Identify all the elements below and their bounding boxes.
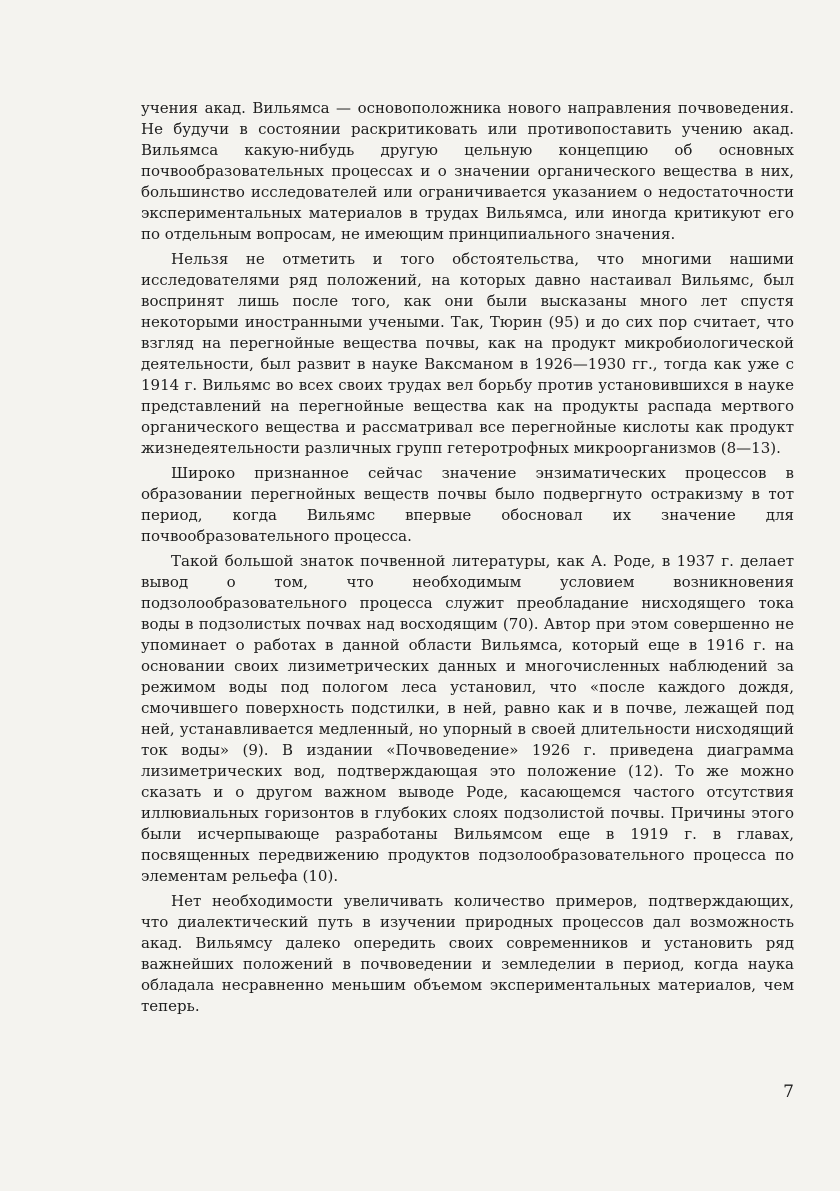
- paragraph-5: Нет необходимости увеличивать количество примеров, подтверждающих, что диалектический путь в изучении природных процессов дал возможность акад. Вильямсу далеко опередить своих современников и установить ряд важнейших положений в почвоведении и земледелии в период, когда наука обладала несравненно меньшим объемом экспериментальных материалов, чем теперь.: [141, 892, 794, 1015]
- paragraph-1: учения акад. Вильямса — основоположника нового направления почвоведения. Не будучи в состоянии раскритиковать или противопоставить учению акад. Вильямса какую-нибудь другую цельную концепцию об основных почвообразовательных процессах и о значении органического вещества в них, большинство исследователей или ограничивается указанием о недостаточности экспериментальных материалов в трудах Вильямса, или иногда критикуют его по отдельным вопросам, не имеющим принципиального значения.: [141, 99, 794, 243]
- paragraph-4: Такой большой знаток почвенной литературы, как А. Роде, в 1937 г. делает вывод о том, что необходимым условием возникновения подзолообразовательного процесса служит преобладание нисходящего тока воды в подзолистых почвах над восходящим (70). Автор при этом совершенно не упоминает о работах в данной области Вильямса, который еще в 1916 г. на основании своих лизиметрических данных и многочисленных наблюдений за режимом воды под пологом леса установил, что «после каждого дождя, смочившего поверхность подстилки, в ней, равно как и в почве, лежащей под ней, устанавливается медленный, но упорный в своей длительности нисходящий ток воды» (9). В издании «Почвоведение» 1926 г. приведена диаграмма лизиметрических вод, подтверждающая это положение (12). То же можно сказать и о другом важном выводе Роде, касающемся частого отсутствия иллювиальных горизонтов в глубоких слоях подзолистой почвы. Причины этого были исчерпывающе разработаны Вильямсом еще в 1919 г. в главах, посвященных передвижению продуктов подзолообразовательного процесса по элементам рельефа (10).: [141, 552, 794, 885]
- paragraph-3: Широко признанное сейчас значение энзиматических процессов в образовании перегнойных веществ почвы было подвергнуто остракизму в тот период, когда Вильямс впервые обосновал их значение для почвообразовательного процесса.: [141, 464, 794, 545]
- page-number: 7: [783, 1082, 794, 1102]
- paragraph-2: Нельзя не отметить и того обстоятельства, что многими нашими исследователями ряд положений, на которых давно настаивал Вильямс, был воспринят лишь после того, как они были высказаны много лет спустя некоторыми иностранными учеными. Так, Тюрин (95) и до сих пор считает, что взгляд на перегнойные вещества почвы, как на продукт микробиологической деятельности, был развит в науке Ваксманом в 1926—1930 гг., тогда как уже с 1914 г. Вильямс во всех своих трудах вел борьбу против установившихся в науке представлений на перегнойные вещества как на продукты распада мертвого органического вещества и рассматривал все перегнойные кислоты как продукт жизнедеятельности различных групп гетеротрофных микроорганизмов (8—13).: [141, 250, 794, 457]
- body-text: [141, 98, 794, 1021]
